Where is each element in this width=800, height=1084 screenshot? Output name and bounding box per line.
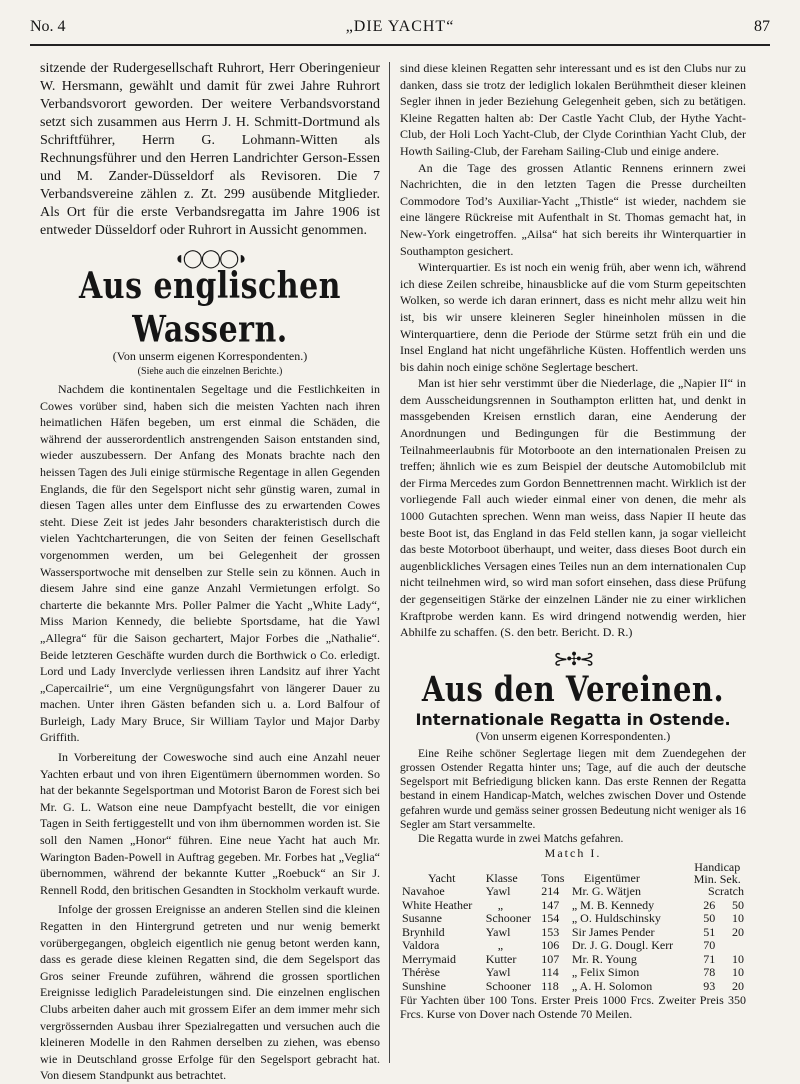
subsection-byline: (Von unserm eigenen Korrespondenten.): [475, 728, 671, 743]
table-cell: Kutter: [485, 951, 517, 966]
table-cell: „ M. B. Kennedy: [571, 897, 655, 912]
article-paragraph: An die Tage des grossen Atlantic Rennens erinnern zwei Nachrichten, die in den letzten Tagen die Presse durcheilten Commodore Tod’s Auxiliar-Yacht „Thistle“ ist wieder, nachdem sie eine längere Rückreise mit Aufenthalt in St. Thomas gemacht hat, in New-York eingetroffen. „Ailsa“ hat sich bereits ihr Winterquartier in Southampton gesichert.: [400, 160, 746, 258]
table-cell: Schooner: [485, 911, 532, 926]
table-cell: 214: [541, 884, 560, 899]
table-cell: Valdora: [402, 938, 440, 953]
regatta-table: [400, 861, 746, 993]
table-row: [400, 885, 746, 899]
column-header: Klasse: [485, 870, 518, 885]
subsection-title: Internationale Regatta in Ostende.: [415, 709, 731, 729]
journal-title: „DIE YACHT“: [345, 18, 455, 35]
table-row: [400, 899, 746, 913]
table-cell: Susanne: [402, 911, 442, 926]
table-cell: „: [497, 938, 504, 953]
table-cell: Mr. G. Wätjen: [571, 884, 641, 899]
table-cell: 26: [703, 897, 716, 912]
table-cell: 10: [732, 951, 744, 966]
table-cell: 118: [541, 978, 559, 993]
table-cell: Sunshine: [402, 978, 447, 993]
table-cell: Scratch: [708, 884, 744, 899]
article-byline: (Von unserm eigenen Korrespondenten.): [112, 349, 308, 363]
table-cell: 20: [732, 924, 744, 939]
page-number: 87: [754, 18, 770, 35]
table-cell: „: [497, 897, 504, 912]
ornament-divider: ◖◯◯◯◗: [173, 248, 247, 268]
table-cell: 71: [703, 951, 716, 966]
regatta-intro: Eine Reihe schöner Seglertage liegen mit dem Zuendegehen der grossen Ostender Regatta hinter uns; Tage, auf die auch der deutsche Segelsport mit Befriedigung blicken kann. Das erste Rennen der Regatta bestand in einem Handicap-Match, welches zwischen Dover und Ostende gefahren wurde und gemäss seiner grossen Bedeutung nicht weniger als 16 Segler am Start versammelte.: [400, 747, 746, 831]
table-cell: 154: [541, 911, 560, 926]
table-row: [400, 953, 746, 967]
table-cell: White Heather: [402, 897, 473, 912]
table-header-row: [400, 861, 746, 885]
regatta-line: Die Regatta wurde in zwei Matchs gefahren.: [418, 833, 624, 845]
table-cell: 114: [541, 965, 559, 980]
table-row: [400, 939, 746, 953]
table-cell: „ A. H. Solomon: [571, 978, 653, 993]
table-cell: 10: [732, 911, 744, 926]
article-paragraph: Nachdem die kontinentalen Segeltage und die Festlichkeiten in Cowes vorüber sind, haben sich die meisten Yachten nach ihren heimatlichen Häfen begeben, um erst einmal die Schäden, die während der ausserordentlich anstrengenden Saison entstanden sind, wieder auszubessern. Der Anfang des Monats brachte nach den heissen Tagen des Juli einige stürmische Regentage in allen Gegenden Englands, die für den Segelsport nicht sehr günstig waren, zumal in diesen Tagen alles unter dem Einflusse des zu erwartenden Cowes steht. Diese Zeit ist jedes Jahr besonders charakteristisch durch die vielen Yachtcharterungen, die von Seiten der feinen Gesellschaft vorgenommen werden, um bei Gelegenheit der grossen Wassersportwoche mit denselben zur Stelle sein zu können. Auch in diesem Jahre sind eine ganze Anzahl Vermietungen erfolgt. So charterte die bekannte Mrs. Poller Palmer die Yacht „White Lady“, Miss Marion Kennedy, die beliebte Sportsdame, hat die Yawl „Allegra“ für die Saison gechartert, Major Forbes die „Nathalie“. Beide letzteren Geschäfte wurden durch die Borthwick o Co. erledigt. Lord und Lady Inverclyde verliessen ihren Landsitz auf ihrer Yacht „Capercailrie“, um eine Vergnügungsfahrt von längerer Dauer zu machen. Unter ihren Gästen befanden sich u. a. Lord Balfour of Burleigh, Lady Mary Bruce, Sir William Taylor und Major Darby Griffith.: [40, 382, 380, 745]
article-paragraph: Man ist hier sehr verstimmt über die Niederlage, die „Napier II“ in dem Ausscheidungsrennen in Southampton erlitten hat, und denkt in massgebenden Kreisen ernstlich daran, eine Aenderung der Anordnungen und Bedingungen für die Bestimmung der Teilnahmeerlaubnis für Motorboote an den internationalen Preisen zu treffen; ähnlich wie es zum Beispiel der deutsche Automobilclub mit der Firma Mercedes zum Gordon Bennettrennen macht. Wirklich ist der vorliegende Fall auch wieder einmal einer von denen, die mehr als 1000 Gutachten sprechen. Wenn man weiss, dass Napier II heute das beste Boot ist, das England in das Feld stellen kann, ja sogar vielleicht das beste Motorboot überhaupt, und weiter, dass dieses Boot durch ein augenblickliches Versagen eines Teiles nun an dem internationalen Cup nicht teilnehmen wird, so wird man sofort einsehen, dass diese Prüfung der gegenseitigen Stärke der einzelnen Länder nie zu einer wirklichen Kraftprobe werden kann. Es wird dringend notwendig werden, hier Abhilfe zu schaffen. (S. den betr. Bericht. D. R.): [400, 376, 746, 640]
table-cell: Yawl: [485, 924, 511, 939]
table-cell: 107: [541, 951, 560, 966]
table-cell: Yawl: [485, 965, 511, 980]
article-paragraph: In Vorbereitung der Coweswoche sind auch eine Anzahl neuer Yachten erbaut und von ihren Eigentümern übernommen worden. So hat der bekannte Segelsportman und Motorist Baron de Forest sich bei Mr. G. L. Watson eine neue Dampfyacht bestellt, die vor einigen Tagen in Seith fertiggestellt und von ihm übernommen worden ist. Sie soll den Namen „Honor“ führen. Eine neue Yacht hat auch Mr. Warington Baden-Powell in Auftrag gegeben. Mr. Forbes hat „Veglia“ übernommen, während der bekannte Kutter „Roebuck“ an Sir J. Rennell Rodd, den britischen Gesandten in Stockholm verkauft wurde.: [40, 750, 380, 897]
intro-paragraph: sitzende der Rudergesellschaft Ruhrort, Herr Oberingenieur W. Hersmann, gewählt und damit für zwei Jahre Ruhrort Verbandsvorort geworden. Der weitere Verbandsvorstand setzt sich zusammen aus Herrn J. H. Schmitt-Dortmund als Schriftführer, Herrn G. Lohmann-Witten als Rechnungsführer und den Herren Landrichter Gerson-Essen und M. Zander-Düsseldorf als Revisoren. Die 7 Verbandsvereine zählen z. Zt. 299 ausübende Mitglieder. Als Ort für die erste Verbandsregatta im Jahre 1906 ist entweder Düsseldorf oder Ruhrort in Aussicht genommen.: [40, 61, 380, 238]
article-title: Aus englischen Wassern.: [79, 265, 341, 351]
table-cell: 10: [732, 965, 744, 980]
table-cell: 20: [732, 978, 744, 993]
ornament-divider: ⊱✣⊰: [553, 648, 593, 669]
column-header: Eigentümer: [583, 870, 640, 885]
table-cell: Sir James Pender: [571, 924, 655, 939]
table-cell: Merrymaid: [402, 951, 456, 966]
article-note: (Siehe auch die einzelnen Berichte.): [137, 366, 283, 377]
issue-number: No. 4: [30, 18, 66, 35]
table-cell: 51: [703, 924, 716, 939]
table-cell: „ Felix Simon: [571, 965, 640, 980]
table-cell: Schooner: [485, 978, 532, 993]
table-cell: Mr. R. Young: [571, 951, 637, 966]
table-cell: 50: [703, 911, 716, 926]
article-paragraph: Winterquartier. Es ist noch ein wenig früh, aber wenn ich, während ich diese Zeilen schreibe, hinausblicke auf die vom Sturm gepeitschten Wolken, so werde ich daran erinnert, dass es nicht mehr allzu weit hin ist, bis wir unsere kleineren Segler hineinholen müssen in die Winterquartiere, denn die Periode der Stürme setzt früh ein und die Insel England hat nicht ungefährliche Küsten. Hoffentlich werden uns bis dahin noch einige schöne Seglertage beschert.: [400, 260, 746, 374]
table-row: [400, 966, 746, 980]
table-cell: 153: [541, 924, 560, 939]
article-paragraph: Infolge der grossen Ereignisse an anderen Stellen sind die kleinen Regatten in den Hintergrund getreten und nur wenig bemerkt vorübergegangen, obgleich eigentlich nie genug betont werden kann, dass es gerade diese kleinen Regatten sind, die dem Segelsport das Gros seiner Freunde zuführen, während die grossen sportlichen Ereignisse lediglich Paradeleistungen sind. Die einzelnen englischen Clubs arbeiten daher auch mit grossem Eifer an dem immer mehr sich vergrössernden Ausbau ihrer Spezialregatten und versuchen auch die kleineren Modelle in den Rahmen derselben zu ziehen, was ebenso wie in Deutschland grosse Erfolge für den Segelsport gebracht hat. Von diesem Standpunkt aus betrachtet.: [40, 902, 380, 1083]
table-cell: Yawl: [485, 884, 511, 899]
column-header: Yacht: [428, 870, 456, 885]
table-cell: 50: [732, 897, 744, 912]
table-cell: Thérèse: [402, 965, 440, 980]
table-cell: 147: [541, 897, 560, 912]
table-cell: [717, 939, 746, 953]
table-cell: 93: [703, 978, 716, 993]
table-row: [400, 980, 746, 994]
column-divider: [389, 62, 390, 1063]
column-header: Min.: [693, 872, 717, 887]
table-cell: 78: [703, 965, 716, 980]
column-header: Sek.: [719, 872, 741, 887]
page-header: [30, 18, 770, 44]
table-row: [400, 926, 746, 940]
column-header: Tons: [541, 870, 565, 885]
table-cell: „ O. Huldschinsky: [571, 911, 661, 926]
prize-line: Für Yachten über 100 Tons. Erster Preis 1000 Frcs. Zweiter Preis 350 Frcs. Kurse von Dover nach Ostende 70 Meilen.: [400, 993, 746, 1022]
table-cell: Navahoe: [402, 884, 445, 899]
left-column: [40, 60, 380, 1084]
right-column: [400, 60, 746, 1021]
match-title: Match I.: [544, 846, 602, 861]
table-row: [400, 912, 746, 926]
table-cell: Brynhild: [402, 924, 445, 939]
table-cell: Dr. J. G. Dougl. Kerr: [571, 938, 674, 953]
table-cell: 106: [541, 938, 560, 953]
column-header: Handicap: [694, 860, 741, 875]
header-rule: [30, 44, 770, 46]
article-paragraph: sind diese kleinen Regatten sehr interessant und es ist den Clubs nur zu danken, dass sie trotz der lediglich lokalen Berühmtheit dieser kleinen Segler ihnen in jeder Beziehung Gelegenheit geben, sich zu betätigen. Kleine Regatten halten ab: Der Castle Yacht Club, der Hythe Yacht-Club, der Holi Loch Yacht-Club, der Clyde Corinthian Yacht Club, der Howth Sailing-Club, der Fareham Sailing-Club und einige andere.: [400, 61, 746, 158]
table-cell: 70: [703, 938, 716, 953]
section-title: Aus den Vereinen.: [421, 668, 725, 710]
